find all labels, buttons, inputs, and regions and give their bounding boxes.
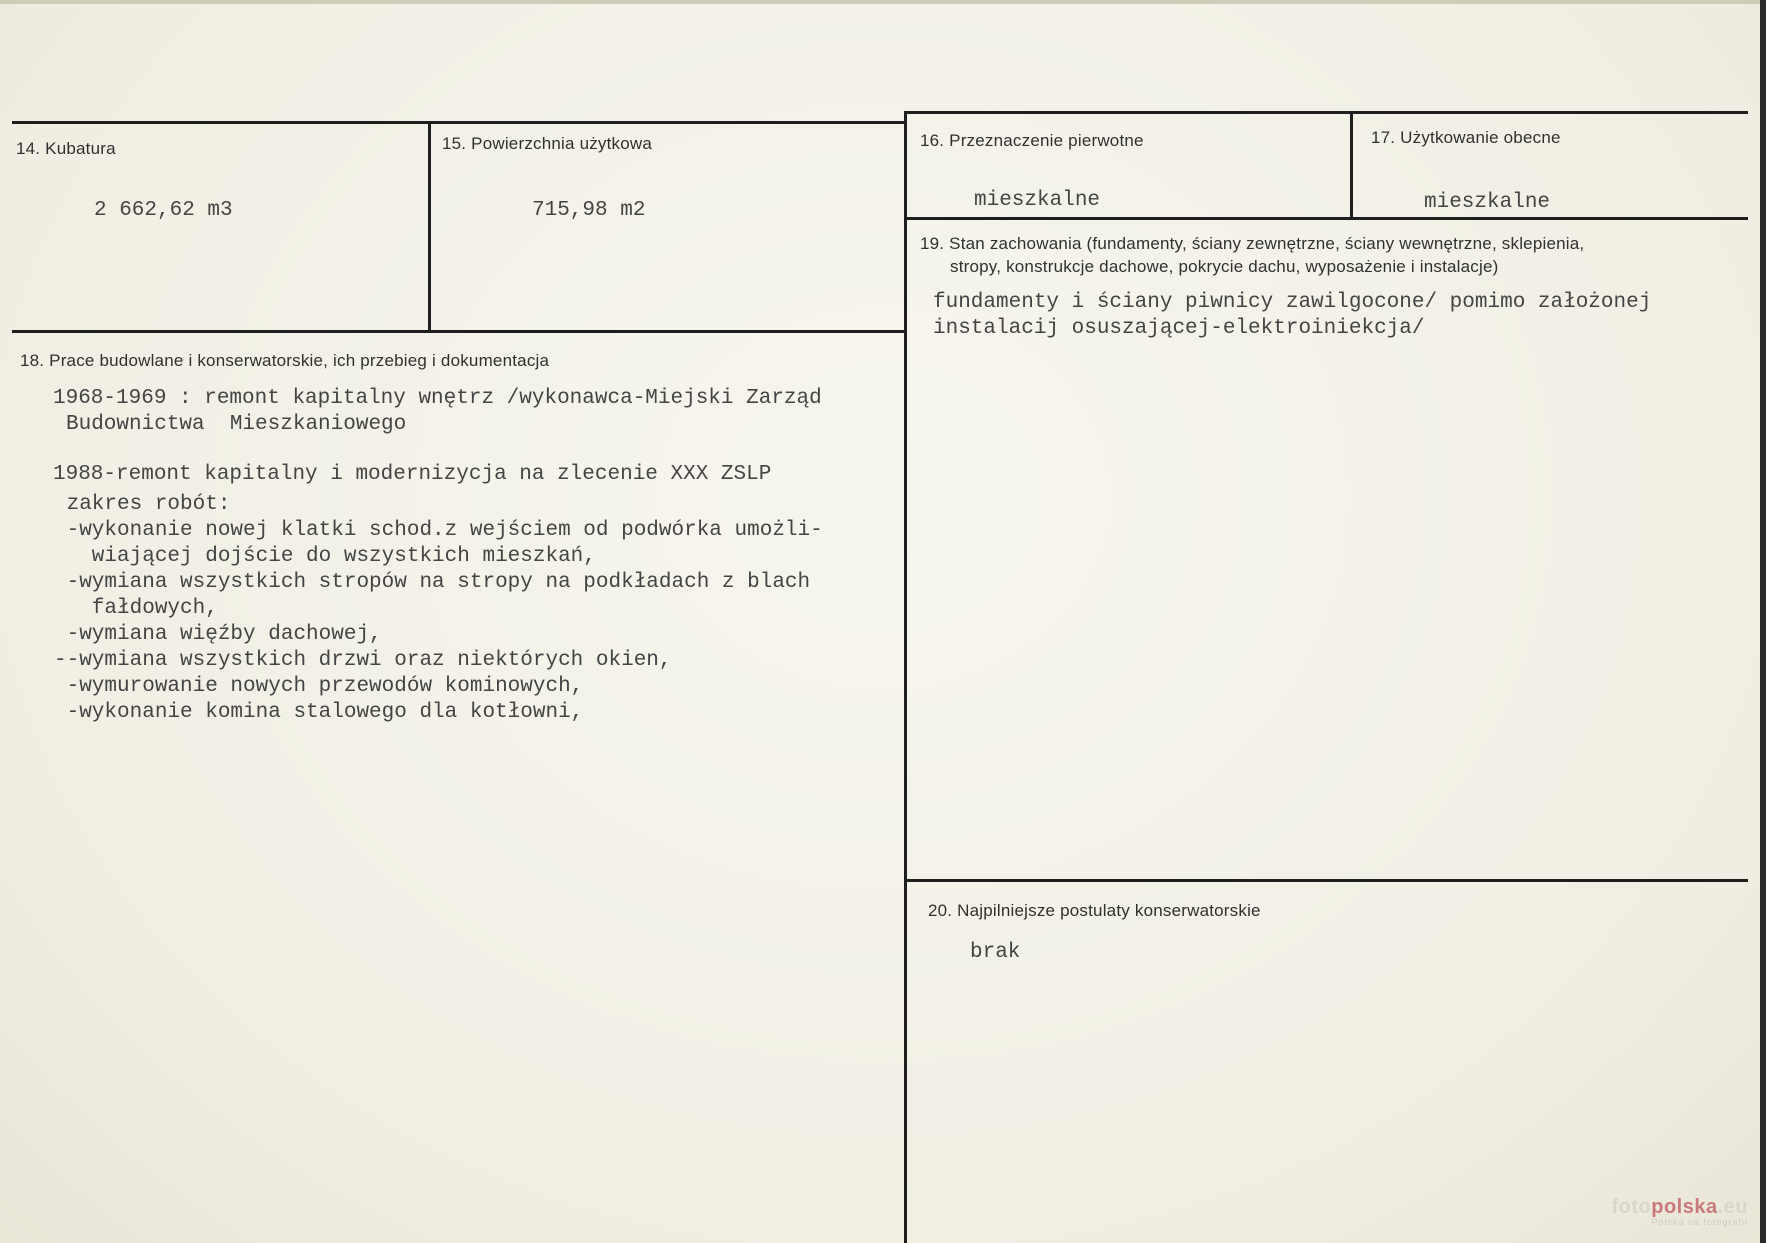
field-18-line: -wymurowanie nowych przewodów kominowych,: [54, 675, 584, 698]
field-18-line: wiającej dojście do wszystkich mieszkań,: [54, 545, 596, 568]
rule-mid-left: [12, 330, 905, 333]
field-18-line: --wymiana wszystkich drzwi oraz niektórych okien,: [54, 649, 672, 672]
watermark-brand-b: polska: [1651, 1196, 1718, 1218]
field-18-line: 1988-remont kapitalny i modernizycja na zlecenie XXX ZSLP: [53, 463, 772, 486]
fotopolska-watermark: [1611, 1196, 1748, 1227]
field-20-label: 20. Najpilniejsze postulaty konserwatorskie: [928, 901, 1261, 920]
watermark-brand-c: .eu: [1717, 1196, 1748, 1218]
field-18-line: fałdowych,: [54, 597, 218, 620]
field-18-line: -wykonanie komina stalowego dla kotłowni,: [54, 701, 584, 724]
watermark-brand-a: foto: [1611, 1196, 1652, 1218]
field-18-line: zakres robót:: [54, 493, 231, 516]
field-18-line: -wymiana wszystkich stropów na stropy na podkładach z blach: [54, 571, 811, 594]
field-14-value: 2 662,62 m3: [94, 199, 233, 222]
field-15-value: 715,98 m2: [532, 199, 646, 222]
divider-16-17: [1350, 112, 1353, 219]
field-18-line: Budownictwa Mieszkaniowego: [66, 413, 407, 436]
rule-top-right: [905, 111, 1748, 114]
field-19-label-line1: 19. Stan zachowania (fundamenty, ściany zewnętrzne, ściany wewnętrzne, sklepienia,: [920, 234, 1585, 253]
field-18-line: -wykonanie nowej klatki schod.z wejściem od podwórka umożli-: [54, 519, 823, 542]
rule-top: [12, 121, 905, 124]
field-15-label: 15. Powierzchnia użytkowa: [442, 134, 653, 153]
card-top-edge: [0, 0, 1766, 4]
field-17-label: 17. Użytkowanie obecne: [1371, 128, 1561, 147]
field-16-value: mieszkalne: [974, 189, 1101, 212]
divider-center: [904, 111, 907, 1243]
rule-lower-right: [905, 879, 1748, 882]
field-14-label: 14. Kubatura: [16, 139, 116, 158]
field-17-value: mieszkalne: [1424, 191, 1551, 214]
field-18-label: 18. Prace budowlane i konserwatorskie, ich przebieg i dokumentacja: [20, 351, 550, 370]
field-19-label-line2: stropy, konstrukcje dachowe, pokrycie dachu, wyposażenie i instalacje): [950, 257, 1499, 276]
card-right-edge: [1760, 0, 1766, 1243]
field-16-label: 16. Przeznaczenie pierwotne: [920, 131, 1144, 150]
field-20-value: brak: [970, 941, 1021, 964]
divider-14-15: [428, 122, 431, 332]
field-19-line: instalacij osuszającej-elektroiniekcja/: [933, 317, 1425, 340]
field-18-line: 1968-1969 : remont kapitalny wnętrz /wykonawca-Miejski Zarząd: [53, 387, 822, 410]
rule-mid-right: [905, 217, 1748, 220]
field-19-line: fundamenty i ściany piwnicy zawilgocone/ pomimo założonej: [933, 291, 1652, 314]
watermark-tagline: Polska na fotografii: [1651, 1217, 1748, 1227]
field-18-line: -wymiana więźby dachowej,: [54, 623, 382, 646]
